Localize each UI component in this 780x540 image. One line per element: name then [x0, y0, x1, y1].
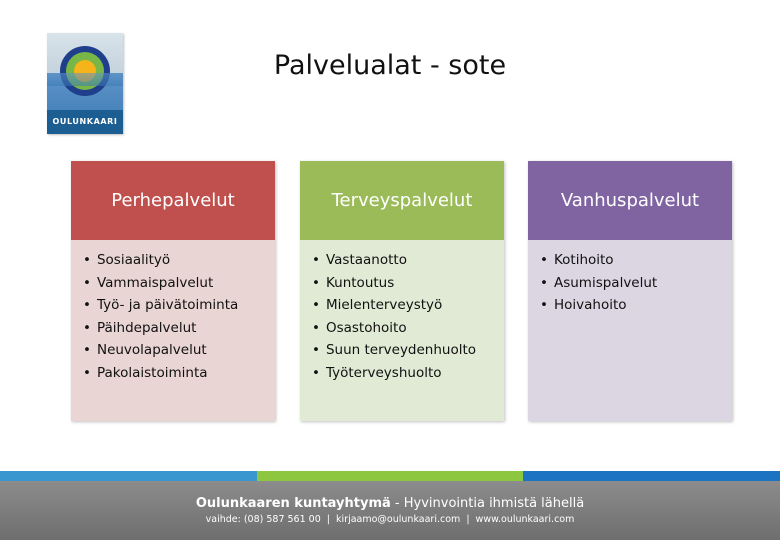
- footer-slogan: Hyvinvointia ihmistä lähellä: [403, 496, 585, 511]
- footer: [0, 481, 780, 540]
- list-item: • Vastaanotto: [312, 249, 496, 272]
- footer-separator: -: [390, 496, 404, 511]
- list-item: • Työterveyshuolto: [312, 362, 496, 385]
- column-terveyspalvelut: [300, 161, 504, 421]
- list-item: • Työ- ja päivätoiminta: [83, 294, 267, 317]
- list-item: • Pakolaistoiminta: [83, 362, 267, 385]
- oulunkaari-logo: [47, 33, 123, 134]
- list-item: • Neuvolapalvelut: [83, 339, 267, 362]
- column-vanhuspalvelut: [528, 161, 732, 421]
- list-item: • Osastohoito: [312, 317, 496, 340]
- footer-color-strip: [0, 471, 780, 481]
- page-title: Palvelualat - sote: [273, 50, 507, 81]
- list-item: • Asumispalvelut: [540, 272, 724, 295]
- strip-segment-blue: [0, 471, 257, 481]
- strip-segment-green: [257, 471, 523, 481]
- column-heading: Perhepalvelut: [71, 161, 275, 240]
- list-item: • Mielenterveystyö: [312, 294, 496, 317]
- list-item: • Suun terveydenhuolto: [312, 339, 496, 362]
- list-item: • Päihdepalvelut: [83, 317, 267, 340]
- list-item: • Vammaispalvelut: [83, 272, 267, 295]
- column-body: [528, 240, 732, 421]
- list-item: • Kotihoito: [540, 249, 724, 272]
- column-body: [300, 240, 504, 421]
- footer-contact: vaihde: (08) 587 561 00 | kirjaamo@oulunkaari.com | www.oulunkaari.com: [205, 514, 575, 525]
- column-body: [71, 240, 275, 421]
- column-heading: Terveyspalvelut: [300, 161, 504, 240]
- list-item: • Hoivahoito: [540, 294, 724, 317]
- footer-org-name: Oulunkaaren kuntayhtymä: [195, 496, 391, 511]
- column-heading: Vanhuspalvelut: [528, 161, 732, 240]
- strip-segment-darkblue: [523, 471, 780, 481]
- logo-text: OULUNKAARI: [47, 110, 123, 134]
- footer-tagline: [0, 496, 780, 511]
- column-perhepalvelut: [71, 161, 275, 421]
- list-item: • Kuntoutus: [312, 272, 496, 295]
- list-item: • Sosiaalityö: [83, 249, 267, 272]
